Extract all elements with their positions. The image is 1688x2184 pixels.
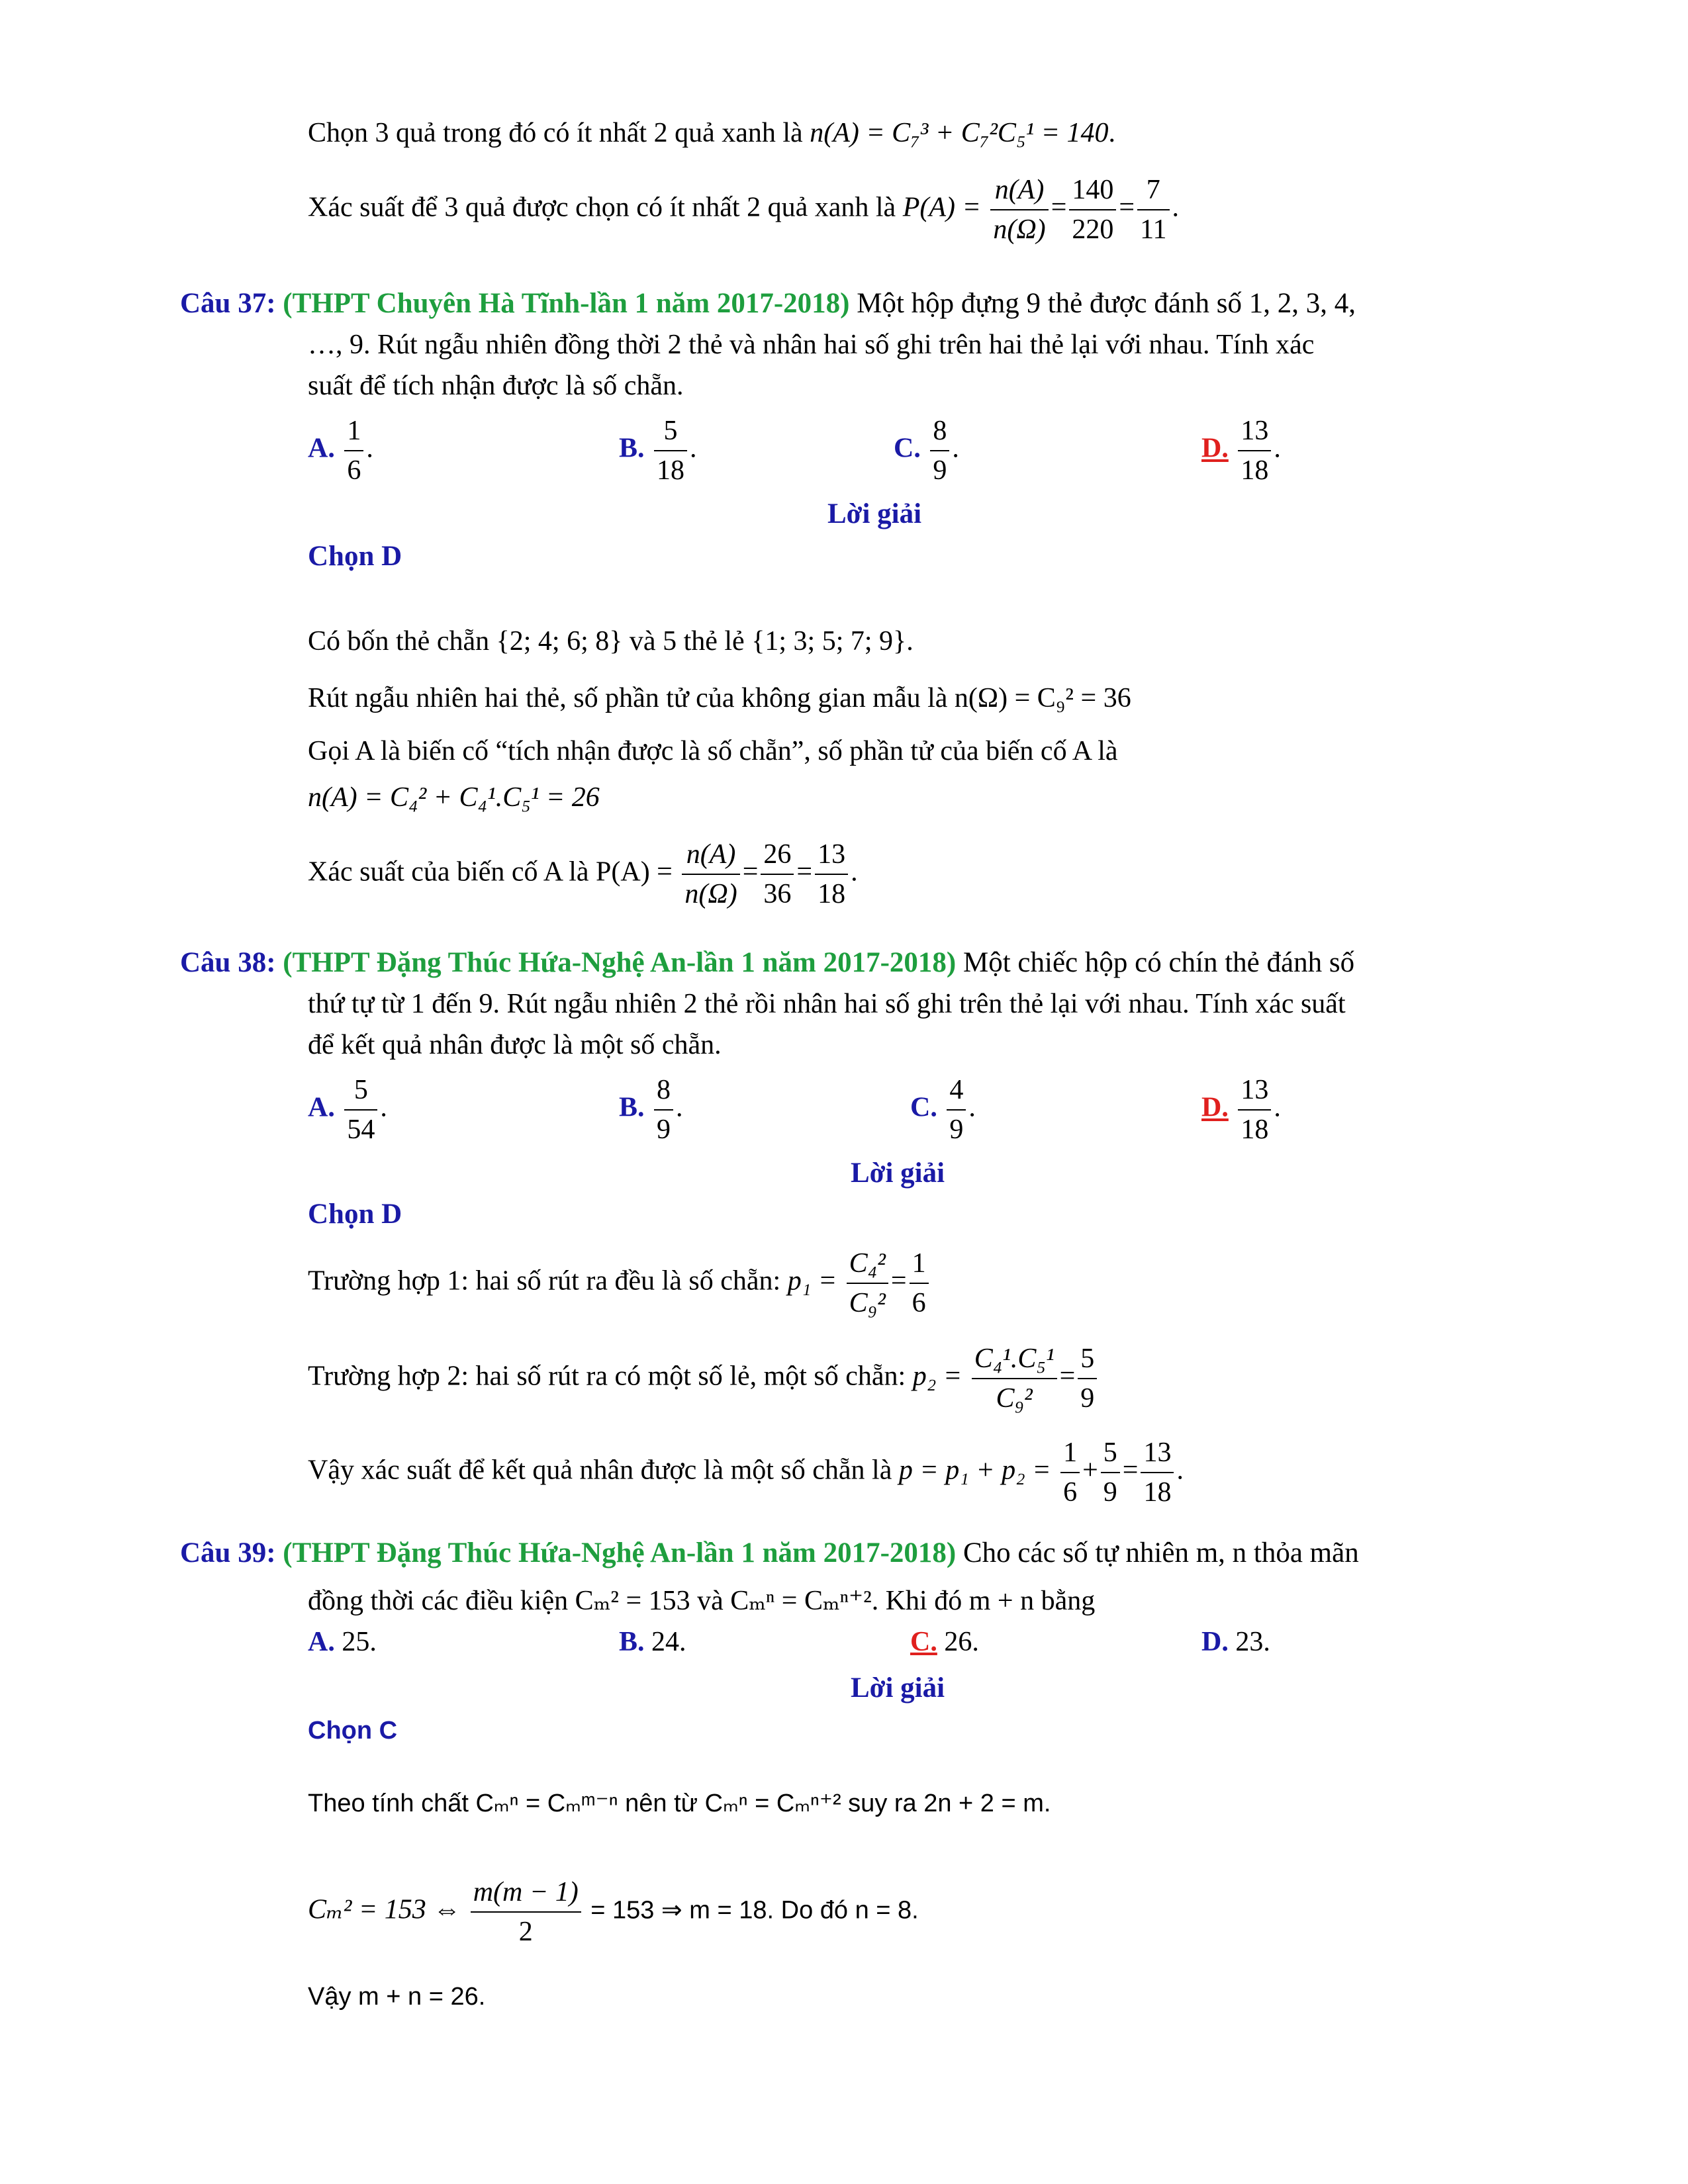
q37-sol-5: Xác suất của biến cố A là P(A) = $\frac{n(A)}{n(\Omega)}$ = $\frac{26}{36}$ = $\frac{13}{18}$ . bbox=[308, 835, 858, 913]
q39-choice: Chọn C bbox=[308, 1717, 398, 1745]
q37-header bbox=[180, 287, 1356, 320]
q38-option-b[interactable]: B. $\frac{8}{9}$ . bbox=[619, 1071, 683, 1149]
q39-option-d[interactable]: D. 23. bbox=[1201, 1627, 1270, 1657]
q38-case-2: Trường hợp 2: hai số rút ra có một số lẻ, một số chẵn: p₂ = $\frac{\text{C₄¹.C₅¹}}{\text{C₉²}}$ = $\frac{5}{9}$ bbox=[308, 1340, 1100, 1418]
q37-text-3: suất để tích nhận được là số chẵn. bbox=[308, 371, 684, 401]
q39-header bbox=[180, 1537, 1359, 1570]
q37-option-c[interactable]: C. $\frac{8}{9}$ . bbox=[894, 412, 959, 490]
q37-sol-1: Có bốn thẻ chẵn {2; 4; 6; 8} và 5 thẻ lẻ {1; 3; 5; 7; 9}. bbox=[308, 626, 914, 657]
q38-text-1: Một chiếc hộp có chín thẻ đánh số bbox=[962, 947, 1355, 978]
q37-text-1: Một hộp đựng 9 thẻ được đánh số 1, 2, 3, 4, bbox=[857, 288, 1356, 319]
q38-option-d[interactable]: D. $\frac{13}{18}$ . bbox=[1201, 1071, 1281, 1149]
q38-final: Vậy xác suất để kết quả nhân được là một số chẵn là p = p₁ + p₂ = $\frac{1}{6}$ + $\frac{5}{9}$ = $\frac{13}{18}$ . bbox=[308, 1433, 1184, 1512]
q39-option-a[interactable]: A. 25. bbox=[308, 1627, 377, 1657]
q39-sol-2: Cₘ² = 153 ⇔ $\frac{m(m - 1)}{2}$ = 153 ⇒ m = 18. Do đó n = 8. bbox=[308, 1873, 919, 1951]
q37-choice: Chọn D bbox=[308, 541, 402, 572]
q37-sol-2: Rút ngẫu nhiên hai thẻ, số phần tử của không gian mẫu là n(Ω) = C₉² = 36 bbox=[308, 683, 1131, 713]
prev-fraction-1: $\frac{n(A)}{n(\Omega)}$ bbox=[990, 171, 1048, 249]
q39-solution-title: Lời giải bbox=[851, 1672, 945, 1704]
prev-fraction-2: $\frac{140}{220}$ bbox=[1069, 171, 1116, 249]
q37-option-d[interactable]: D. $\frac{13}{18}$ . bbox=[1201, 412, 1281, 490]
q37-option-a[interactable]: A. $\frac{1}{6}$ . bbox=[308, 412, 373, 490]
q39-option-c[interactable]: C. 26. bbox=[910, 1627, 979, 1657]
q37-solution-title: Lời giải bbox=[827, 498, 922, 529]
q38-option-a[interactable]: A. $\frac{5}{54}$ . bbox=[308, 1071, 387, 1149]
q39-number: Câu 39: bbox=[180, 1537, 276, 1569]
q37-text-2: …, 9. Rút ngẫu nhiên đồng thời 2 thẻ và nhân hai số ghi trên hai thẻ lại với nhau. Tính xác bbox=[308, 330, 1315, 360]
prev-fraction-3: $\frac{7}{11}$ bbox=[1137, 171, 1169, 249]
q38-number: Câu 38: bbox=[180, 947, 276, 978]
q38-header bbox=[180, 946, 1354, 979]
q39-text-1: Cho các số tự nhiên m, n thỏa mãn bbox=[962, 1537, 1359, 1569]
q38-source: (THPT Đặng Thúc Hứa-Nghệ An-lần 1 năm 2017-2018) bbox=[283, 947, 957, 978]
q39-source: (THPT Đặng Thúc Hứa-Nghệ An-lần 1 năm 2017-2018) bbox=[283, 1537, 957, 1569]
q39-option-b[interactable]: B. 24. bbox=[619, 1627, 686, 1657]
q38-text-2: thứ tự từ 1 đến 9. Rút ngẫu nhiên 2 thẻ rồi nhân hai số ghi trên thẻ lại với nhau. Tính xác suất bbox=[308, 989, 1346, 1019]
q39-text-2: đồng thời các điều kiện Cₘ² = 153 và Cₘⁿ = Cₘⁿ⁺². Khi đó m + n bằng bbox=[308, 1586, 1096, 1616]
q38-option-c[interactable]: C. $\frac{4}{9}$ . bbox=[910, 1071, 976, 1149]
q39-sol-3: Vậy m + n = 26. bbox=[308, 1983, 486, 2011]
q38-solution-title: Lời giải bbox=[851, 1158, 945, 1189]
prev-line-2: Xác suất để 3 quả được chọn có ít nhất 2 quả xanh là P(A) = $\frac{n(A)}{n(\Omega)}$ = $\frac{140}{220}$ = $\frac{7}{11}$ . bbox=[308, 171, 1179, 249]
prev-line-1: Chọn 3 quả trong đó có ít nhất 2 quả xanh là n(A) = C₇³ + C₇²C₅¹ = 140. bbox=[308, 118, 1115, 148]
q38-choice: Chọn D bbox=[308, 1199, 402, 1230]
q37-sol-3: Gọi A là biến cố “tích nhận được là số chẵn”, số phần tử của biến cố A là bbox=[308, 736, 1118, 766]
q38-case-1: Trường hợp 1: hai số rút ra đều là số chẵn: p₁ = $\frac{\text{C₄²}}{\text{C₉²}}$ = $\frac{1}{6}$ bbox=[308, 1244, 931, 1322]
q38-text-3: để kết quả nhân được là một số chẵn. bbox=[308, 1030, 722, 1060]
q37-option-b[interactable]: B. $\frac{5}{18}$ . bbox=[619, 412, 697, 490]
q37-number: Câu 37: bbox=[180, 288, 276, 319]
q37-source: (THPT Chuyên Hà Tĩnh-lần 1 năm 2017-2018) bbox=[283, 288, 850, 319]
q39-sol-1: Theo tính chất Cₘⁿ = Cₘᵐ⁻ⁿ nên từ Cₘⁿ = Cₘⁿ⁺² suy ra 2n + 2 = m. bbox=[308, 1790, 1051, 1817]
q37-sol-4: n(A) = C₄² + C₄¹.C₅¹ = 26 bbox=[308, 782, 600, 813]
